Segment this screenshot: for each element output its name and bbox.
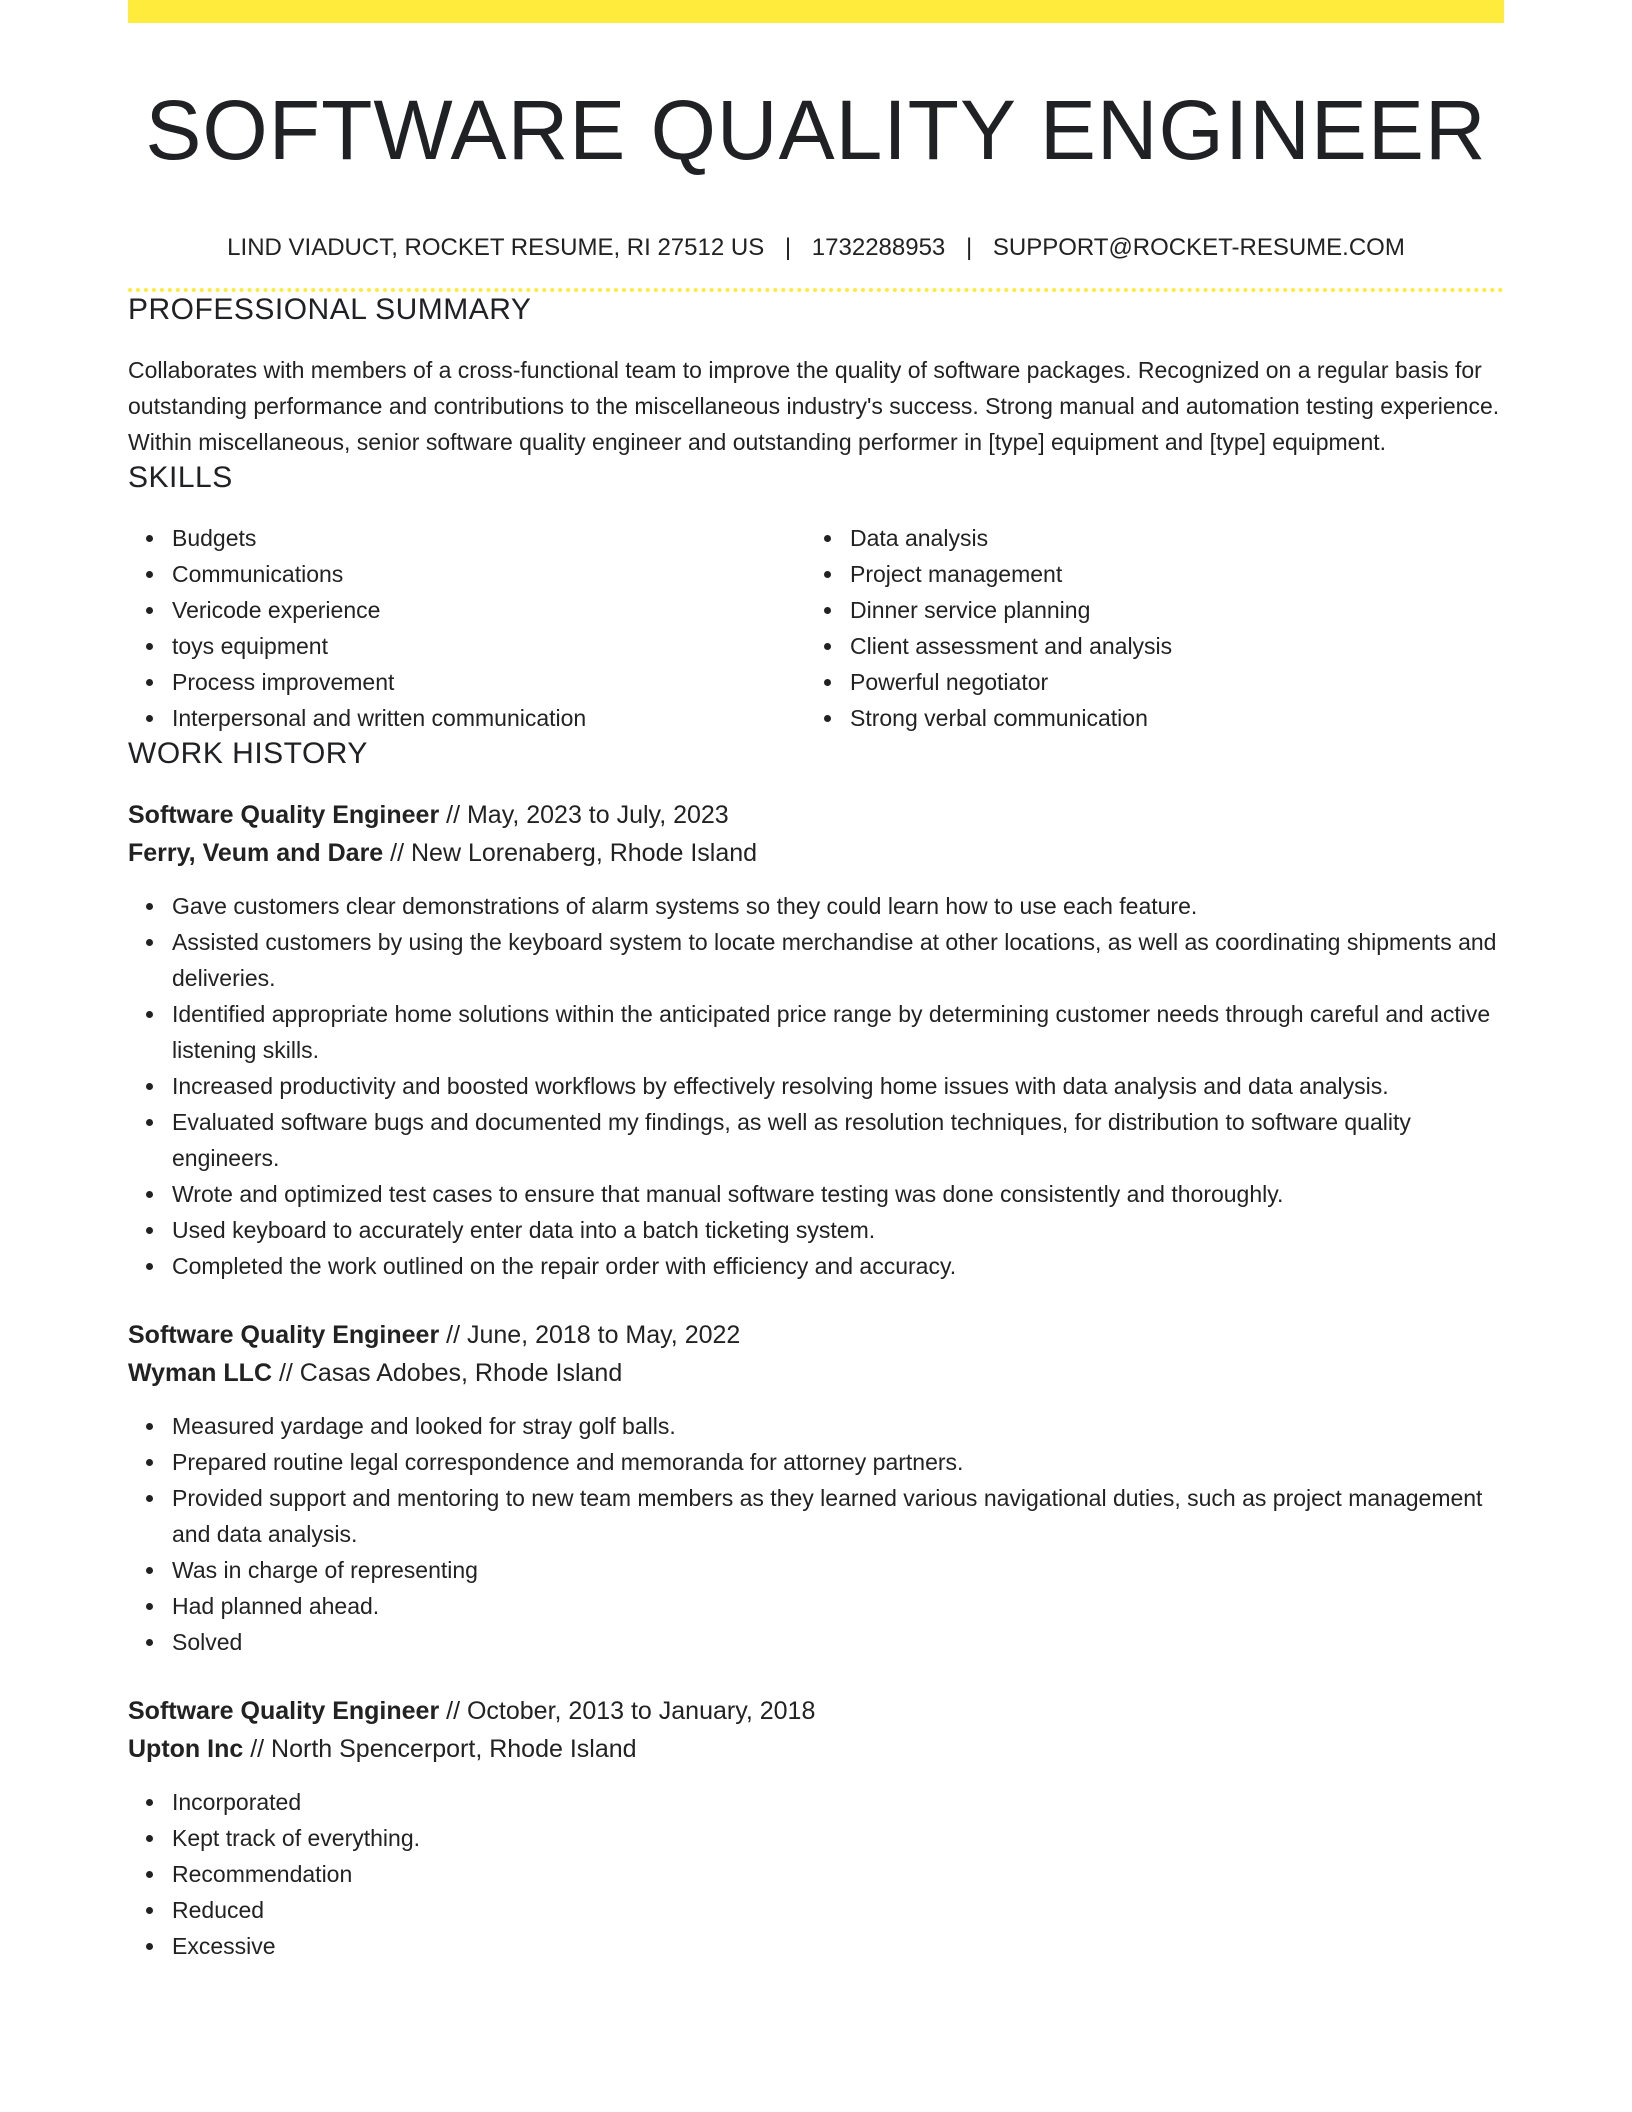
job-role: Software Quality Engineer (128, 1697, 440, 1725)
job-bullet: Wrote and optimized test cases to ensure that manual software testing was done consistently and thoroughly. (172, 1176, 1504, 1212)
job-bullets (128, 888, 1504, 1284)
job-company-line (128, 1730, 1504, 1768)
skill-item: Strong verbal communication (850, 700, 1484, 736)
skills-columns (128, 520, 1504, 736)
job-role: Software Quality Engineer (128, 801, 440, 829)
job-company-line (128, 1354, 1504, 1392)
skill-item: Communications (172, 556, 806, 592)
job-bullet: Gave customers clear demonstrations of alarm systems so they could learn how to use each feature. (172, 888, 1504, 924)
skill-item: Interpersonal and written communication (172, 700, 806, 736)
job-bullet: Solved (172, 1624, 1504, 1660)
job-bullet: Kept track of everything. (172, 1820, 1504, 1856)
job-company: Ferry, Veum and Dare (128, 839, 384, 867)
job-dates: // May, 2023 to July, 2023 (439, 801, 729, 829)
skill-item: Project management (850, 556, 1484, 592)
job-bullet: Evaluated software bugs and documented my findings, as well as resolution techniques, for distribution to software quality engineers. (172, 1104, 1504, 1176)
contact-email: SUPPORT@ROCKET-RESUME.COM (992, 234, 1405, 261)
job-bullets (128, 1784, 1504, 1964)
job-entry (128, 1692, 1504, 1964)
job-bullet: Incorporated (172, 1784, 1504, 1820)
resume-content (128, 0, 1504, 1964)
skills-list-left (128, 520, 806, 736)
contact-separator: | (965, 234, 973, 261)
job-role-line (128, 796, 1504, 834)
job-bullet: Excessive (172, 1928, 1504, 1964)
job-bullets (128, 1408, 1504, 1660)
job-company: Upton Inc (128, 1735, 244, 1763)
skill-item: Vericode experience (172, 592, 806, 628)
skill-item: Budgets (172, 520, 806, 556)
contact-phone: 1732288953 (811, 234, 946, 261)
contact-separator: | (784, 234, 792, 261)
skill-item: Process improvement (172, 664, 806, 700)
contact-address: LIND VIADUCT, ROCKET RESUME, RI 27512 US (227, 234, 765, 261)
summary-text: Collaborates with members of a cross-functional team to improve the quality of software packages. Recognized on a regular basis for outstanding performance and contributions to the miscellaneous industry's success. Strong manual and automation testing experience. Within miscellaneous, senior software quality engineer and outstanding performer in [type] equipment and [type] equipment. (128, 357, 1500, 455)
skill-item: Data analysis (850, 520, 1484, 556)
job-dates: // June, 2018 to May, 2022 (439, 1321, 741, 1349)
summary-heading: PROFESSIONAL SUMMARY (128, 293, 532, 326)
job-bullet: Was in charge of representing (172, 1552, 1504, 1588)
job-company: Wyman LLC (128, 1359, 272, 1387)
skills-heading: SKILLS (128, 461, 233, 494)
job-company-line (128, 834, 1504, 872)
job-bullet: Provided support and mentoring to new team members as they learned various navigational duties, such as project management and data analysis. (172, 1480, 1504, 1552)
skill-item: Dinner service planning (850, 592, 1484, 628)
job-bullet: Measured yardage and looked for stray golf balls. (172, 1408, 1504, 1444)
contact-line (128, 233, 1504, 263)
job-bullet: Increased productivity and boosted workflows by effectively resolving home issues with data analysis and data analysis. (172, 1068, 1504, 1104)
job-bullet: Identified appropriate home solutions within the anticipated price range by determining customer needs through careful and active listening skills. (172, 996, 1504, 1068)
job-location: // Casas Adobes, Rhode Island (272, 1359, 623, 1387)
job-bullet: Assisted customers by using the keyboard system to locate merchandise at other locations, as well as coordinating shipments and deliveries. (172, 924, 1504, 996)
job-dates: // October, 2013 to January, 2018 (439, 1697, 816, 1725)
skill-item: Powerful negotiator (850, 664, 1484, 700)
job-role-line (128, 1316, 1504, 1354)
job-entry (128, 796, 1504, 1284)
job-bullet: Prepared routine legal correspondence and memoranda for attorney partners. (172, 1444, 1504, 1480)
job-bullet: Had planned ahead. (172, 1588, 1504, 1624)
job-bullet: Recommendation (172, 1856, 1504, 1892)
skill-item: Client assessment and analysis (850, 628, 1484, 664)
skill-item: toys equipment (172, 628, 806, 664)
job-bullet: Used keyboard to accurately enter data into a batch ticketing system. (172, 1212, 1504, 1248)
job-location: // North Spencerport, Rhode Island (243, 1735, 637, 1763)
job-location: // New Lorenaberg, Rhode Island (383, 839, 758, 867)
work-history-heading: WORK HISTORY (128, 737, 368, 770)
job-bullet: Reduced (172, 1892, 1504, 1928)
resume-title: SOFTWARE QUALITY ENGINEER (145, 83, 1487, 177)
job-bullet: Completed the work outlined on the repair order with efficiency and accuracy. (172, 1248, 1504, 1284)
skills-list-right (806, 520, 1484, 736)
job-entry (128, 1316, 1504, 1660)
job-role: Software Quality Engineer (128, 1321, 440, 1349)
job-role-line (128, 1692, 1504, 1730)
